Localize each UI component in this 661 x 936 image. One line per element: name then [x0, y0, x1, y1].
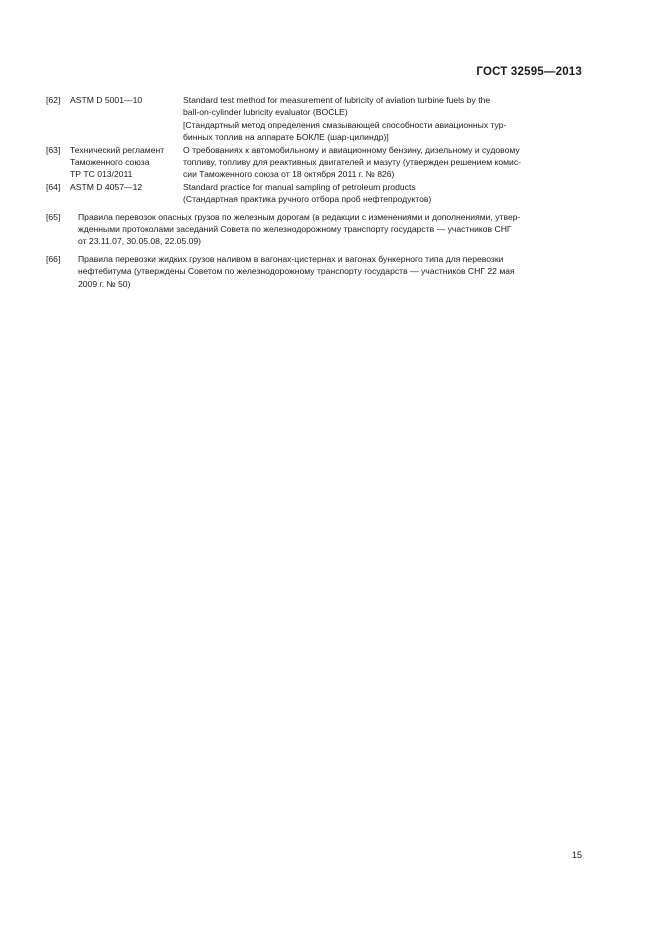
reference-code-line: Таможенного союза: [70, 157, 150, 168]
reference-title-line: от 23.11.07, 30.05.08, 22.05.09): [78, 236, 202, 247]
reference-code-line: ТР ТС 013/2011: [70, 169, 133, 180]
reference-title-line: Правила перевозок опасных грузов по железным дорогам (в редакции с изменениями и дополнениями, утвер-: [78, 211, 521, 222]
reference-code: [70, 94, 183, 144]
reference-number: [64]: [46, 181, 61, 192]
reference-item: [46, 144, 582, 181]
reference-title: [183, 181, 582, 206]
reference-item: [46, 211, 582, 248]
page-number: 15: [571, 850, 582, 860]
document-code: ГОСТ 32595—2013: [476, 66, 582, 78]
reference-title-line: (Стандартная практика ручного отбора проб нефтепродуктов): [183, 194, 432, 205]
reference-code: [70, 144, 183, 181]
reference-title-line: О требованиях к автомобильному и авиационному бензину, дизельному и судовому: [183, 144, 520, 155]
reference-number: [65]: [46, 211, 61, 222]
reference-title-line: 2009 г. № 50): [78, 278, 131, 289]
reference-title-line: [Стандартный метод определения смазывающей способности авиационных тур-: [183, 119, 507, 130]
reference-title-line: жденными протоколами заседаний Совета по железнодорожному транспорту государств — участников СНГ: [78, 224, 512, 235]
reference-item: [46, 181, 582, 206]
reference-code-line: ASTM D 5001—10: [70, 95, 143, 105]
reference-title-line: Standard test method for measurement of lubricity of aviation turbine fuels by the: [183, 95, 491, 105]
reference-number: [62]: [46, 95, 61, 105]
reference-title: [183, 94, 582, 144]
reference-title-line: нефтебитума (утверждены Советом по железнодорожному транспорту государств — участников СНГ 22 мая: [78, 266, 515, 277]
reference-title-line: Правила перевозки жидких грузов наливом в вагонах-цистернах и вагонах бункерного типа для перевозки: [78, 253, 504, 264]
reference-title: [70, 253, 582, 290]
bibliography-list: [46, 94, 582, 290]
reference-title: [70, 211, 582, 248]
reference-item: [46, 94, 582, 144]
reference-code-line: ASTM D 4057—12: [70, 181, 143, 192]
reference-number: [63]: [46, 144, 61, 155]
reference-title-line: бинных топлив на аппарате БОКЛЕ (шар-цилиндр)]: [183, 132, 389, 143]
reference-code-line: Технический регламент: [70, 144, 165, 155]
reference-code: [70, 181, 183, 206]
reference-title-line: топливу, топливу для реактивных двигателей и мазуту (утвержден решением комис-: [183, 157, 522, 168]
reference-number: [66]: [46, 253, 61, 264]
reference-item: [46, 253, 582, 290]
reference-title: [183, 144, 582, 181]
reference-title-line: Standard practice for manual sampling of petroleum products: [183, 181, 416, 192]
reference-title-line: сии Таможенного союза от 18 октября 2011 г. № 826): [183, 169, 395, 180]
reference-title-line: ball-on-cylinder lubricity evaluator (BOCLE): [183, 107, 348, 118]
